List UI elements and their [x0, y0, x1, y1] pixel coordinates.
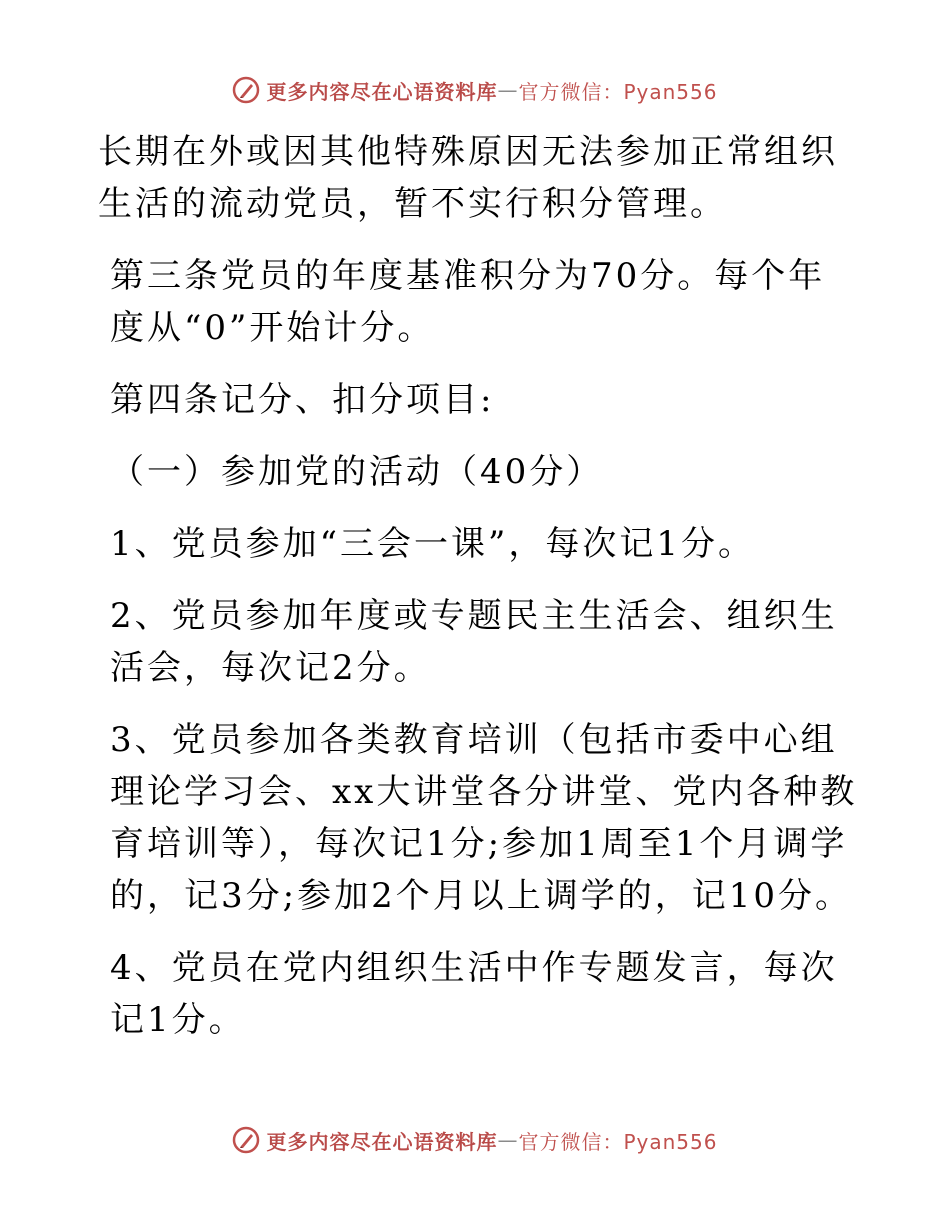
paragraph-item-4: 4、党员在党内组织生活中作专题发言，每次记1分。 [110, 948, 838, 1040]
paragraph-1: 长期在外或因其他特殊原因无法参加正常组织生活的流动党员，暂不实行积分管理。 [98, 132, 838, 224]
paragraph-article-4: 第四条记分、扣分项目: [110, 380, 495, 420]
pen-logo-icon [232, 1126, 260, 1154]
header-watermark [0, 70, 950, 110]
watermark-wechat: 官方微信：Pyan556 [518, 79, 718, 104]
watermark-separator: — [497, 1128, 519, 1152]
watermark-separator: — [497, 78, 519, 102]
paragraph-item-3: 3、党员参加各类教育培训（包括市委中心组理论学习会、xx大讲堂各分讲堂、党内各种教育培训等），每次记1分;参加1周至1个月调学的，记3分;参加2个月以上调学的，记10分。 [110, 720, 858, 916]
paragraph-item-1: 1、党员参加“三会一课”，每次记1分。 [110, 524, 756, 564]
paragraph-section-1: （一）参加党的活动（40分） [110, 452, 604, 492]
document-body [98, 126, 858, 1066]
footer-watermark [0, 1120, 950, 1160]
watermark-brand: 更多内容尽在心语资料库 [266, 79, 498, 104]
paragraph-article-3: 第三条党员的年度基准积分为70分。每个年度从“0”开始计分。 [110, 256, 826, 348]
watermark-wechat: 官方微信：Pyan556 [518, 1129, 718, 1154]
watermark-brand: 更多内容尽在心语资料库 [266, 1129, 498, 1154]
pen-logo-icon [232, 76, 260, 104]
paragraph-item-2: 2、党员参加年度或专题民主生活会、组织生活会，每次记2分。 [110, 596, 838, 688]
